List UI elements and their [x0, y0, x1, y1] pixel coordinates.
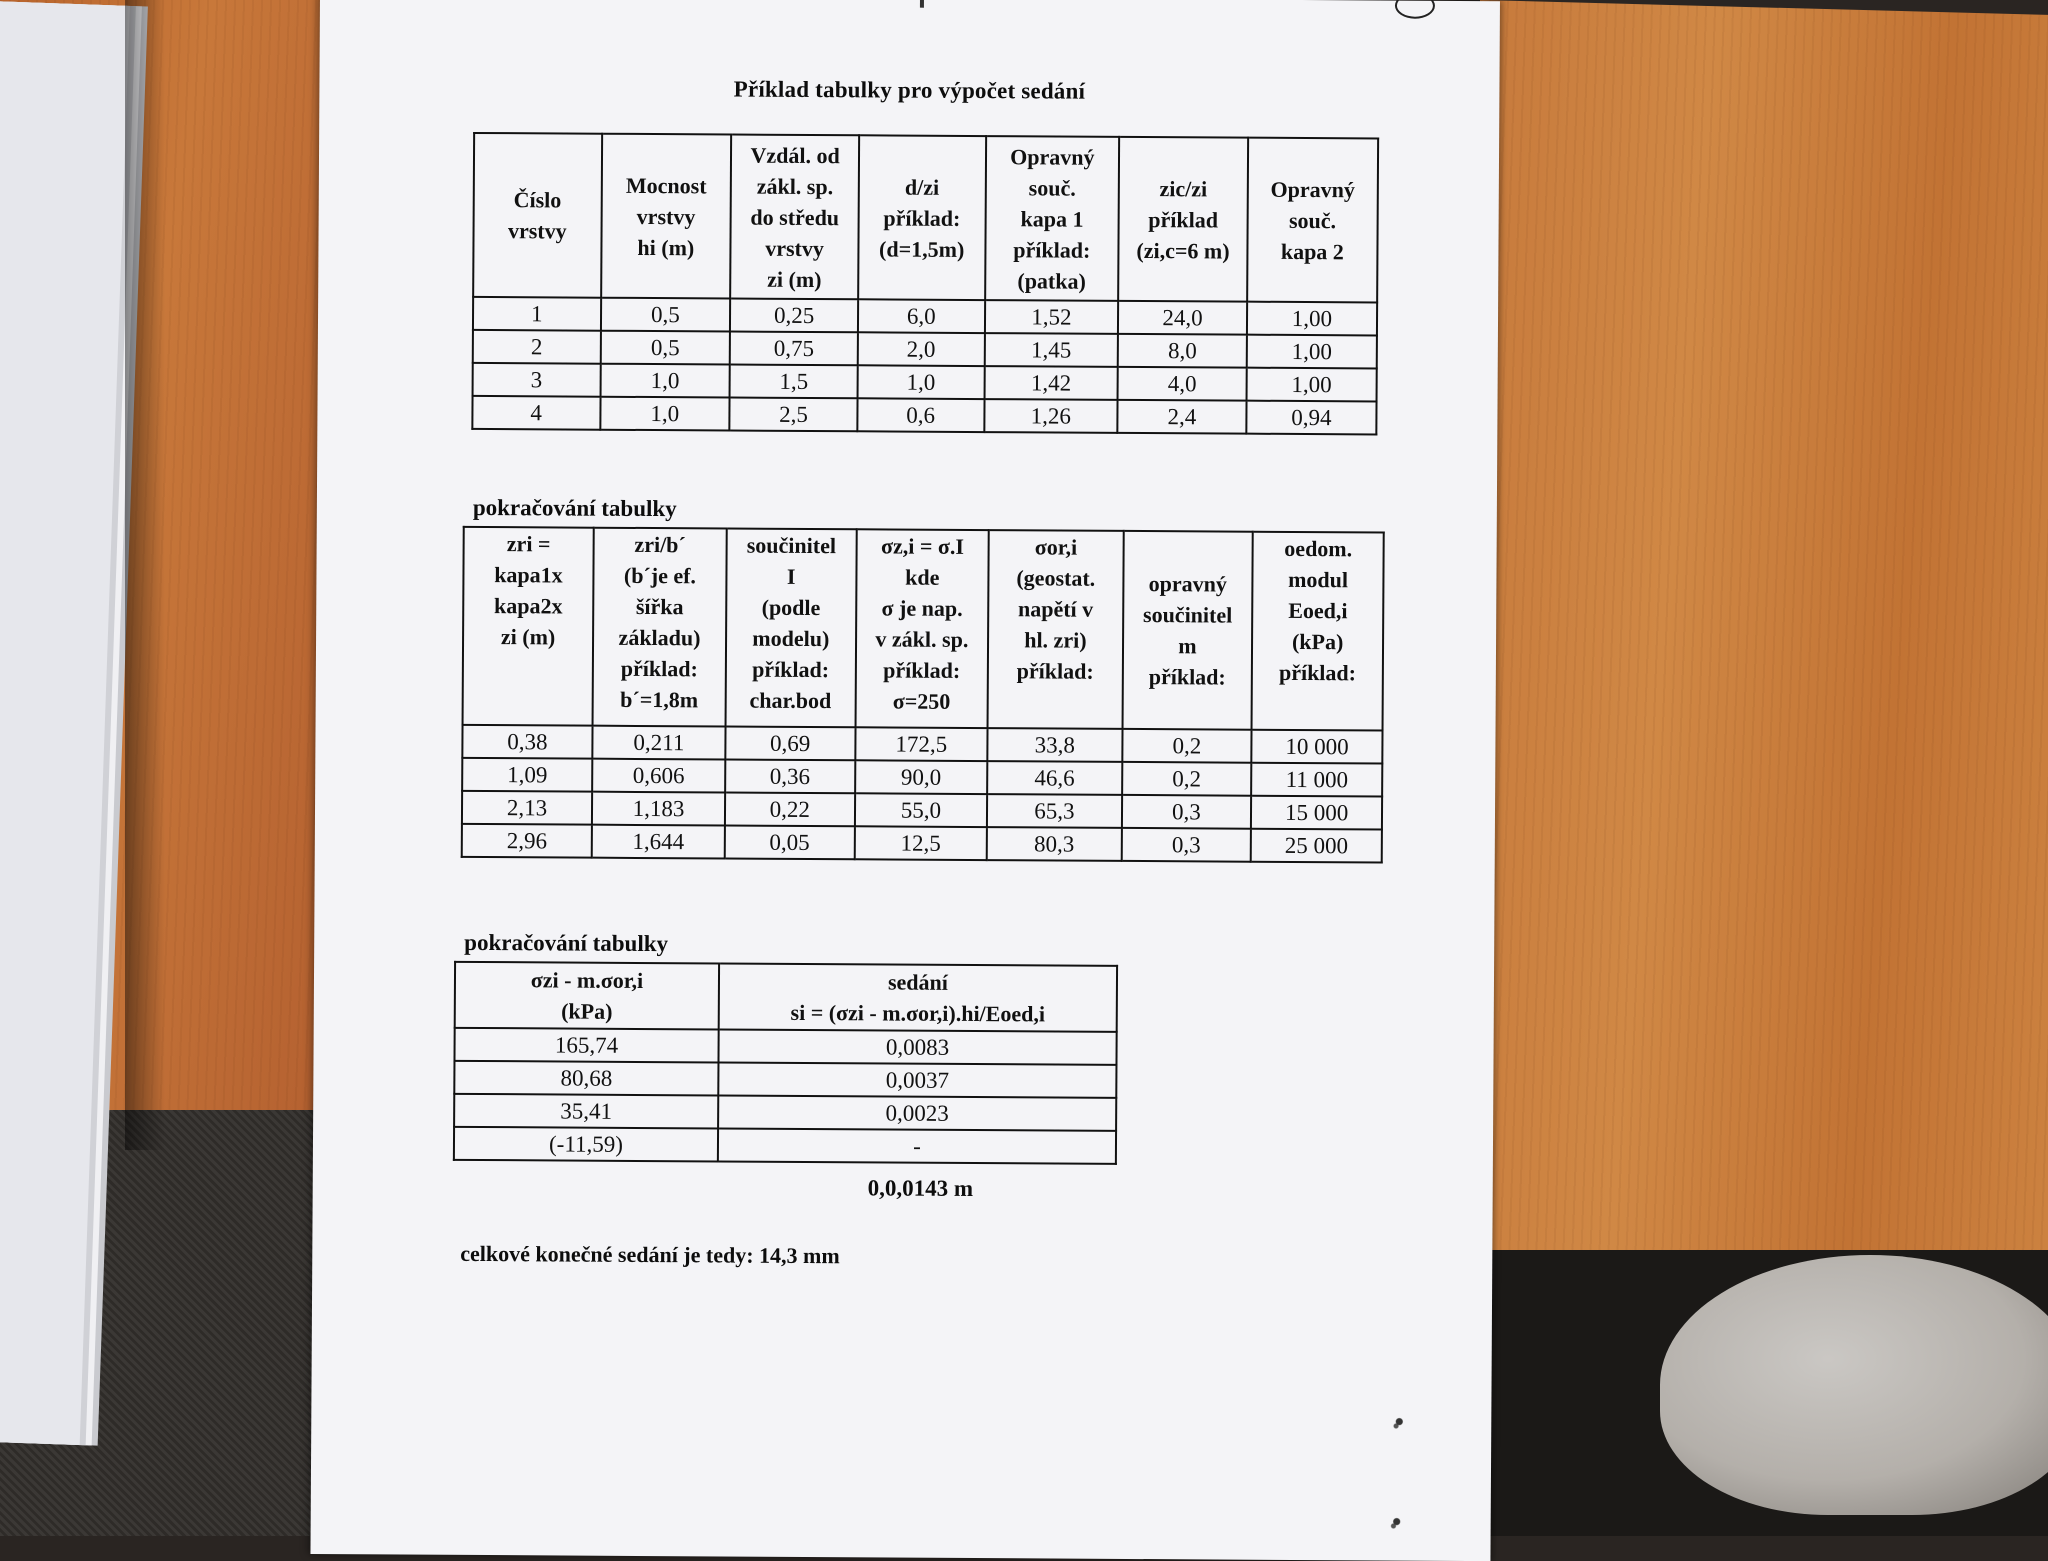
table-layers — [471, 132, 1379, 436]
table-row — [473, 330, 1377, 369]
page-top-mark — [920, 0, 924, 8]
header-opravny-m: opravný součinitel m příklad: — [1122, 531, 1253, 730]
header-d-zi: d/zi příklad: (d=1,5m) — [858, 135, 986, 300]
table-row — [454, 1127, 1116, 1164]
table-row — [462, 824, 1382, 863]
cell: 0,2 — [1122, 762, 1252, 796]
table-row — [473, 297, 1377, 336]
cell: 2,5 — [730, 398, 858, 432]
cell: 0,38 — [462, 725, 592, 759]
cell: 0,94 — [1246, 401, 1376, 435]
table-row — [462, 725, 1382, 764]
cell: 35,41 — [454, 1094, 718, 1129]
cell: 1,644 — [592, 825, 725, 859]
round-object — [1660, 1255, 2048, 1515]
cell: 0,0037 — [718, 1062, 1116, 1097]
cell: 2,0 — [858, 332, 985, 366]
header-sigma-z: σz,i = σ.I kde σ je nap. v zákl. sp. příklad: σ=250 — [855, 529, 989, 728]
header-eoed: oedom. modul Eoed,i (kPa) příklad: — [1252, 532, 1384, 731]
cell: 2,13 — [462, 791, 592, 825]
cell: 0,6 — [857, 398, 984, 432]
cell: 1,00 — [1247, 302, 1377, 336]
page-number-circle — [1395, 0, 1435, 19]
cell: 2 — [473, 330, 601, 364]
cell: 0,5 — [600, 298, 730, 332]
cell: 0,75 — [730, 332, 858, 366]
table-row — [454, 1094, 1116, 1131]
cell: 3 — [473, 363, 601, 397]
table-row — [462, 758, 1382, 797]
cell: 1,45 — [984, 333, 1118, 367]
cell: 0,2 — [1122, 729, 1252, 763]
cell: 1,00 — [1247, 335, 1377, 369]
settlement-sum: 0,0,0143 m — [867, 1175, 974, 1202]
cell: 25 000 — [1251, 829, 1382, 863]
header-net-stress: σzi - m.σor,i (kPa) — [455, 962, 719, 1030]
print-speck — [1391, 1411, 1407, 1433]
document-title: Příklad tabulky pro výpočet sedání — [733, 76, 1086, 104]
document-page — [310, 0, 1500, 1561]
table-header-row — [455, 962, 1117, 1032]
stack-shadow — [125, 0, 165, 1150]
cell: 55,0 — [855, 793, 988, 827]
print-speck — [1389, 1511, 1405, 1533]
cell: 1,5 — [730, 365, 858, 399]
cell: 4 — [472, 396, 600, 430]
header-zri-b: zri/b´ (b´je ef. šířka základu) příklad: b´=1,8m — [593, 528, 727, 727]
cell: 0,5 — [600, 331, 730, 365]
cell: 24,0 — [1118, 301, 1247, 335]
cell: 0,211 — [592, 726, 725, 760]
cell: 0,25 — [730, 299, 858, 333]
cell: (-11,59) — [454, 1127, 718, 1162]
cell: 90,0 — [855, 760, 988, 794]
table-header-row — [473, 133, 1378, 303]
cell: 4,0 — [1118, 367, 1247, 401]
conclusion-text: celkové konečné sedání je tedy: 14,3 mm — [460, 1240, 840, 1269]
header-cislo-vrstvy: Číslo vrstvy — [473, 133, 602, 298]
cell: 0,22 — [725, 792, 855, 826]
header-sigma-or: σor,i (geostat. napětí v hl. zri) příklad: — [988, 530, 1124, 729]
cell: 0,3 — [1121, 828, 1251, 862]
table-row — [454, 1028, 1116, 1065]
cell: - — [718, 1128, 1116, 1163]
cell: 46,6 — [987, 761, 1122, 795]
cell: 1,26 — [984, 399, 1118, 433]
header-kapa1: Opravný souč. kapa 1 příklad: (patka) — [985, 136, 1120, 301]
cell: 11 000 — [1251, 763, 1382, 797]
cell: 1,183 — [592, 792, 725, 826]
table-stresses — [461, 526, 1385, 864]
continuation-label-1: pokračování tabulky — [472, 494, 677, 522]
cell: 165,74 — [454, 1028, 718, 1063]
cell: 1,0 — [600, 364, 730, 398]
cell: 80,68 — [454, 1061, 718, 1096]
cell: 0,0023 — [718, 1095, 1116, 1130]
header-kapa2: Opravný souč. kapa 2 — [1247, 138, 1378, 303]
cell: 0,69 — [725, 726, 855, 760]
cell: 33,8 — [987, 728, 1122, 762]
table-row — [472, 396, 1376, 435]
cell: 0,05 — [725, 825, 855, 859]
cell: 172,5 — [855, 727, 988, 761]
cell: 80,3 — [987, 827, 1122, 861]
header-zri: zri = kapa1x kapa2x zi (m) — [463, 527, 594, 726]
cell: 8,0 — [1118, 334, 1247, 368]
header-vzdalenost: Vzdál. od zákl. sp. do středu vrstvy zi (m) — [730, 135, 859, 300]
cell: 1,09 — [462, 758, 592, 792]
cell: 1 — [473, 297, 601, 331]
header-sedani: sedání si = (σzi - m.σor,i).hi/Eoed,i — [719, 963, 1117, 1031]
table-settlement — [453, 961, 1118, 1165]
cell: 0,36 — [725, 759, 855, 793]
cell: 1,42 — [984, 366, 1118, 400]
cell: 10 000 — [1252, 730, 1383, 764]
cell: 2,4 — [1118, 400, 1247, 434]
table-header-row — [463, 527, 1384, 731]
cell: 1,52 — [984, 300, 1118, 334]
cell: 12,5 — [854, 826, 987, 860]
table-row — [462, 791, 1382, 830]
cell: 1,00 — [1246, 368, 1376, 402]
continuation-label-2: pokračování tabulky — [464, 929, 669, 957]
header-soucinitel-i: součinitel I (podle modelu) příklad: char.bod — [725, 528, 856, 727]
cell: 15 000 — [1251, 796, 1382, 830]
cell: 1,0 — [600, 397, 730, 431]
cell: 6,0 — [858, 299, 985, 333]
cell: 65,3 — [987, 794, 1122, 828]
cell: 1,0 — [858, 365, 985, 399]
table-row — [473, 363, 1377, 402]
header-mocnost: Mocnost vrstvy hi (m) — [601, 134, 732, 299]
header-zic-zi: zic/zi příklad (zi,c=6 m) — [1118, 137, 1248, 302]
cell: 0,0083 — [718, 1029, 1116, 1064]
cell: 0,606 — [592, 759, 725, 793]
desk-right — [1480, 0, 2048, 1290]
cell: 2,96 — [462, 824, 592, 858]
cell: 0,3 — [1122, 795, 1252, 829]
table-row — [454, 1061, 1116, 1098]
